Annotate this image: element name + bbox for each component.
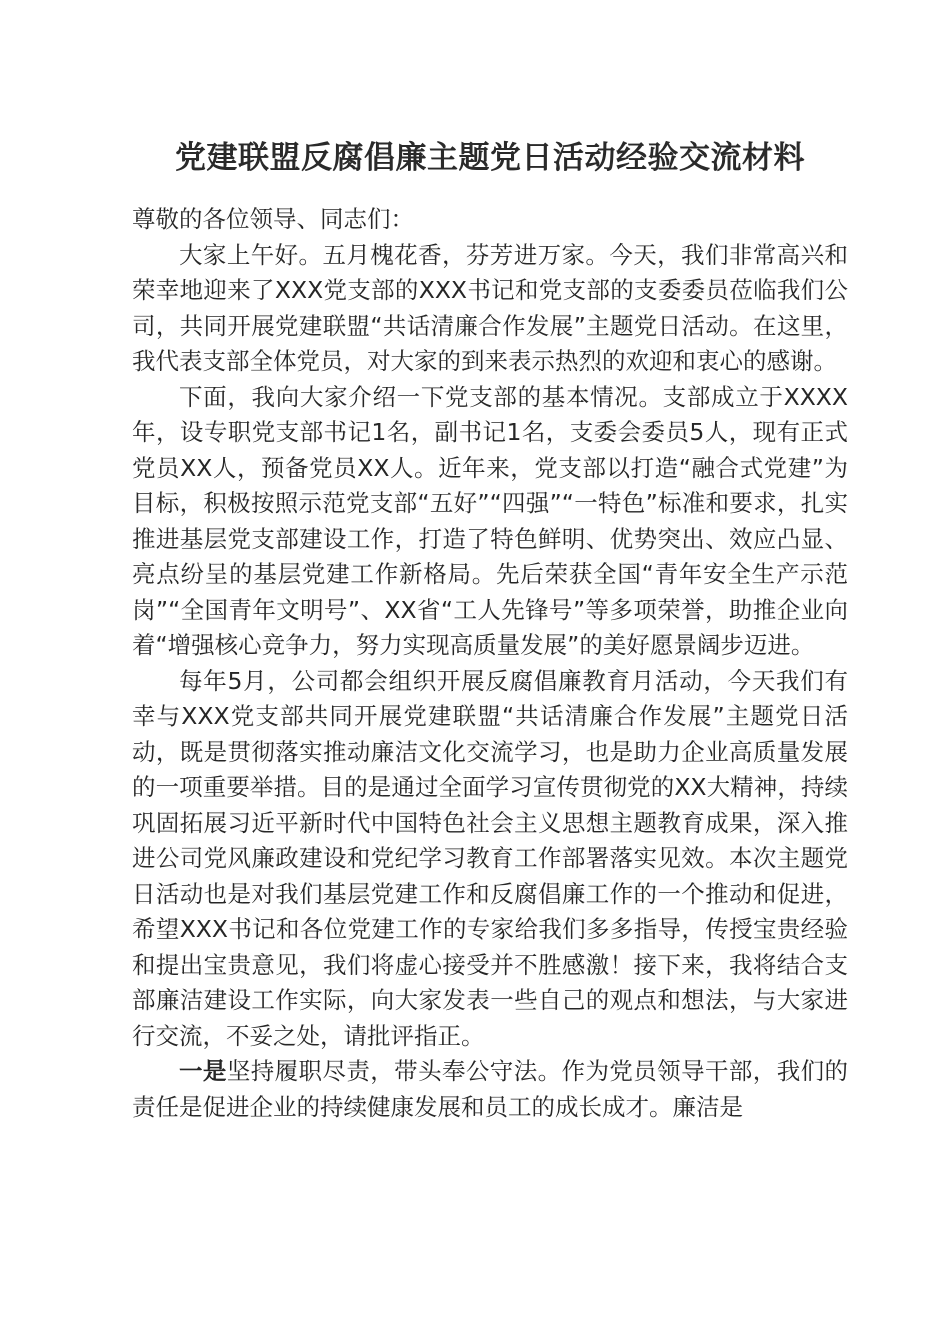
paragraph-activity-purpose: 每年5月，公司都会组织开展反腐倡廉教育月活动，今天我们有幸与XXX党支部共同开展党建联盟“共话清廉合作发展”主题党日活动，既是贯彻落实推动廉洁文化交流学习，也是助力企业高质量发展的一项重要举措。目的是通过全面学习宣传贯彻党的XX大精神，持续巩固拓展习近平新时代中国特色社会主义思想主题教育成果，深入推进公司党风廉政建设和党纪学习教育工作部署落实见效。本次主题党日活动也是对我们基层党建工作和反腐倡廉工作的一个推动和促进，希望XXX书记和各位党建工作的专家给我们多多指导，传授宝贵经验和提出宝贵意见，我们将虚心接受并不胜感激！接下来，我将结合支部廉洁建设工作实际，向大家发表一些自己的观点和想法，与大家进行交流，不妥之处，请批评指正。 (132, 666, 848, 1050)
salutation: 尊敬的各位领导、同志们： (132, 205, 414, 233)
document-body (132, 202, 848, 1125)
paragraph-branch-overview: 下面，我向大家介绍一下党支部的基本情况。支部成立于XXXX年，设专职党支部书记1名，副书记1名，支委会委员5人，现有正式党员XX人，预备党员XX人。近年来，党支部以打造“融合式党建”为目标，积极按照示范党支部“五好”“四强”“一特色”标准和要求，扎实推进基层党支部建设工作，打造了特色鲜明、优势突出、效应凸显、亮点纷呈的基层党建工作新格局。先后荣获全国“青年安全生产示范岗”“全国青年文明号”、XX省“工人先锋号”等多项荣誉，助推企业向着“增强核心竞争力，努力实现高质量发展”的美好愿景阔步迈进。 (132, 382, 848, 659)
paragraph-point-one (132, 1054, 848, 1125)
point-one-text: 坚持履职尽责，带头奉公守法。作为党员领导干部，我们的责任是促进企业的持续健康发展和员工的成长成才。廉洁是 (132, 1057, 849, 1121)
paragraph-welcome: 大家上午好。五月槐花香，芬芳进万家。今天，我们非常高兴和荣幸地迎来了XXX党支部的XXX书记和党支部的支委委员莅临我们公司，共同开展党建联盟“共话清廉合作发展”主题党日活动。在这里，我代表支部全体党员，对大家的到来表示热烈的欢迎和衷心的感谢。 (132, 240, 848, 375)
document-title: 党建联盟反腐倡廉主题党日活动经验交流材料 (175, 140, 805, 176)
point-one-lead: 一是 (179, 1057, 227, 1085)
